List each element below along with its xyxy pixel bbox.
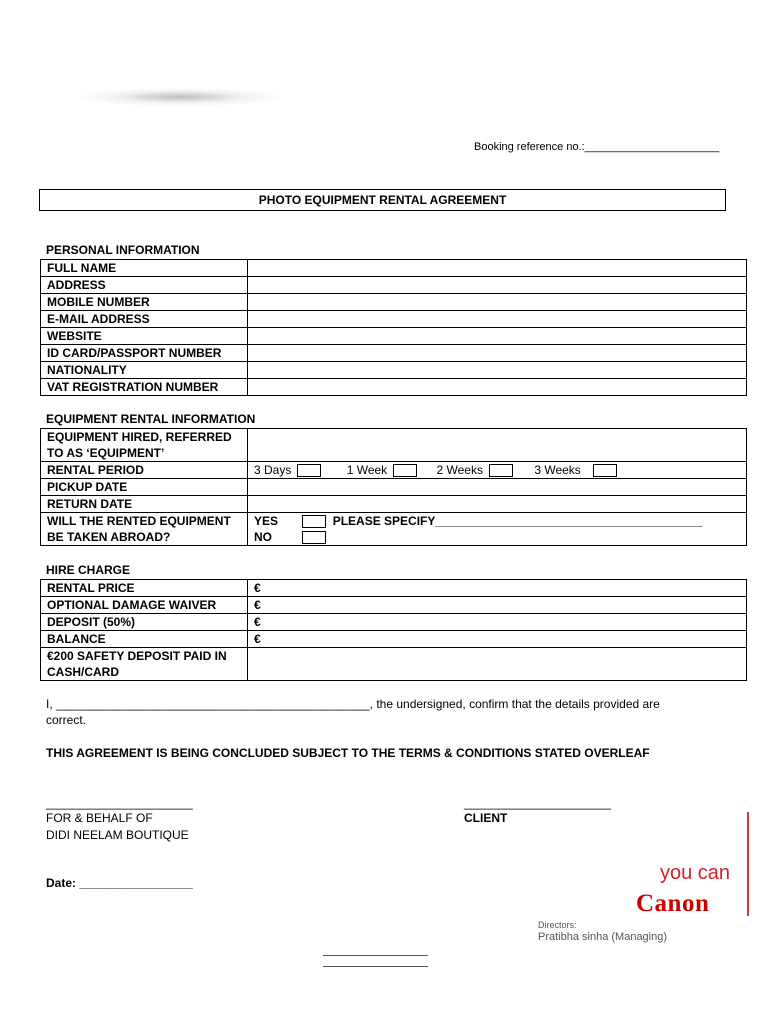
row-label <box>41 648 248 681</box>
abroad-label-2: BE TAKEN ABROAD? <box>47 530 171 544</box>
confirm-line-2: correct. <box>46 713 87 727</box>
blurred-logo-mark <box>80 88 280 106</box>
row-label: ID CARD/PASSPORT NUMBER <box>41 345 248 362</box>
period-option-label: 1 Week <box>346 463 388 477</box>
row-label: RENTAL PRICE <box>41 580 248 597</box>
client-signature-line[interactable]: ______________________ <box>464 796 611 810</box>
table-row <box>41 294 747 311</box>
period-3weeks-checkbox[interactable] <box>593 464 617 477</box>
brand-accent-line <box>747 812 749 916</box>
equipment-hired-label-1: EQUIPMENT HIRED, REFERRED <box>47 430 232 444</box>
row-label: VAT REGISTRATION NUMBER <box>41 379 248 396</box>
for-behalf-label: FOR & BEHALF OF <box>46 811 153 825</box>
table-row <box>41 513 747 546</box>
personal-info-heading: PERSONAL INFORMATION <box>46 243 200 257</box>
table-row <box>41 479 747 496</box>
period-1week-checkbox[interactable] <box>393 464 417 477</box>
table-row <box>41 260 747 277</box>
table-row <box>41 462 747 479</box>
confirm-line-1: I, _______________________________________________, the undersigned, confirm that the details provided are <box>46 697 660 711</box>
directors-name: Pratibha sinha (Managing) <box>538 931 668 943</box>
period-3days-checkbox[interactable] <box>297 464 321 477</box>
vat-field[interactable] <box>248 379 747 396</box>
brand-tagline: you can <box>660 862 731 884</box>
abroad-no-checkbox[interactable] <box>302 531 326 544</box>
agreement-statement: THIS AGREEMENT IS BEING CONCLUDED SUBJECT TO THE TERMS & CONDITIONS STATED OVERLEAF <box>46 746 650 760</box>
company-signature-line[interactable]: ______________________ <box>46 796 193 810</box>
period-option-label: 3 Days <box>254 463 292 477</box>
equipment-hired-field[interactable] <box>248 429 747 462</box>
row-label: E-MAIL ADDRESS <box>41 311 248 328</box>
rental-price-field[interactable]: € <box>248 580 747 597</box>
yes-label: YES <box>254 514 279 528</box>
row-label: OPTIONAL DAMAGE WAIVER <box>41 597 248 614</box>
table-row <box>41 328 747 345</box>
table-row <box>41 496 747 513</box>
booking-reference: Booking reference no.:______________________ <box>474 141 720 153</box>
damage-waiver-field[interactable]: € <box>248 597 747 614</box>
table-row <box>41 345 747 362</box>
hire-charge-table <box>40 579 747 681</box>
mobile-field[interactable] <box>248 294 747 311</box>
row-label: DEPOSIT (50%) <box>41 614 248 631</box>
period-option-label: 2 Weeks <box>436 463 483 477</box>
row-label: ADDRESS <box>41 277 248 294</box>
no-label: NO <box>254 530 272 544</box>
safety-deposit-label-1: €200 SAFETY DEPOSIT PAID IN <box>47 649 227 663</box>
row-label <box>41 513 248 546</box>
row-label: BALANCE <box>41 631 248 648</box>
equipment-info-table <box>40 428 747 546</box>
row-label: WEBSITE <box>41 328 248 345</box>
hire-charge-heading: HIRE CHARGE <box>46 563 131 577</box>
abroad-options <box>248 513 747 546</box>
nationality-field[interactable] <box>248 362 747 379</box>
footer-divider <box>323 955 428 956</box>
table-row <box>41 648 747 681</box>
personal-info-table <box>40 259 747 396</box>
full-name-field[interactable] <box>248 260 747 277</box>
table-row <box>41 597 747 614</box>
row-label: FULL NAME <box>41 260 248 277</box>
equipment-info-heading: EQUIPMENT RENTAL INFORMATION <box>46 412 256 426</box>
row-label <box>41 429 248 462</box>
rental-period-options <box>248 462 747 479</box>
table-row <box>41 362 747 379</box>
date-field[interactable]: Date: _________________ <box>46 876 193 890</box>
pickup-date-field[interactable] <box>248 479 747 496</box>
client-label: CLIENT <box>464 811 508 825</box>
website-field[interactable] <box>248 328 747 345</box>
table-row <box>41 277 747 294</box>
safety-deposit-field[interactable] <box>248 648 747 681</box>
safety-deposit-label-2: CASH/CARD <box>47 665 119 679</box>
id-card-field[interactable] <box>248 345 747 362</box>
row-label: RETURN DATE <box>41 496 248 513</box>
row-label: MOBILE NUMBER <box>41 294 248 311</box>
email-field[interactable] <box>248 311 747 328</box>
footer-divider <box>323 966 428 967</box>
row-label: NATIONALITY <box>41 362 248 379</box>
document-title: PHOTO EQUIPMENT RENTAL AGREEMENT <box>39 189 726 211</box>
canon-logo: Canon <box>636 890 710 917</box>
row-label: PICKUP DATE <box>41 479 248 496</box>
directors-label: Directors: <box>538 920 577 930</box>
company-name: DIDI NEELAM BOUTIQUE <box>46 828 189 842</box>
table-row <box>41 429 747 462</box>
row-label: RENTAL PERIOD <box>41 462 248 479</box>
balance-field[interactable]: € <box>248 631 747 648</box>
equipment-hired-label-2: TO AS ‘EQUIPMENT’ <box>47 446 165 460</box>
table-row <box>41 379 747 396</box>
table-row <box>41 614 747 631</box>
table-row <box>41 580 747 597</box>
period-2weeks-checkbox[interactable] <box>489 464 513 477</box>
table-row <box>41 311 747 328</box>
period-option-label: 3 Weeks <box>534 463 581 477</box>
address-field[interactable] <box>248 277 747 294</box>
deposit-field[interactable]: € <box>248 614 747 631</box>
abroad-label-1: WILL THE RENTED EQUIPMENT <box>47 514 231 528</box>
table-row <box>41 631 747 648</box>
please-specify-label: PLEASE SPECIFY________________________________________ <box>332 514 703 528</box>
abroad-yes-checkbox[interactable] <box>302 515 326 528</box>
return-date-field[interactable] <box>248 496 747 513</box>
